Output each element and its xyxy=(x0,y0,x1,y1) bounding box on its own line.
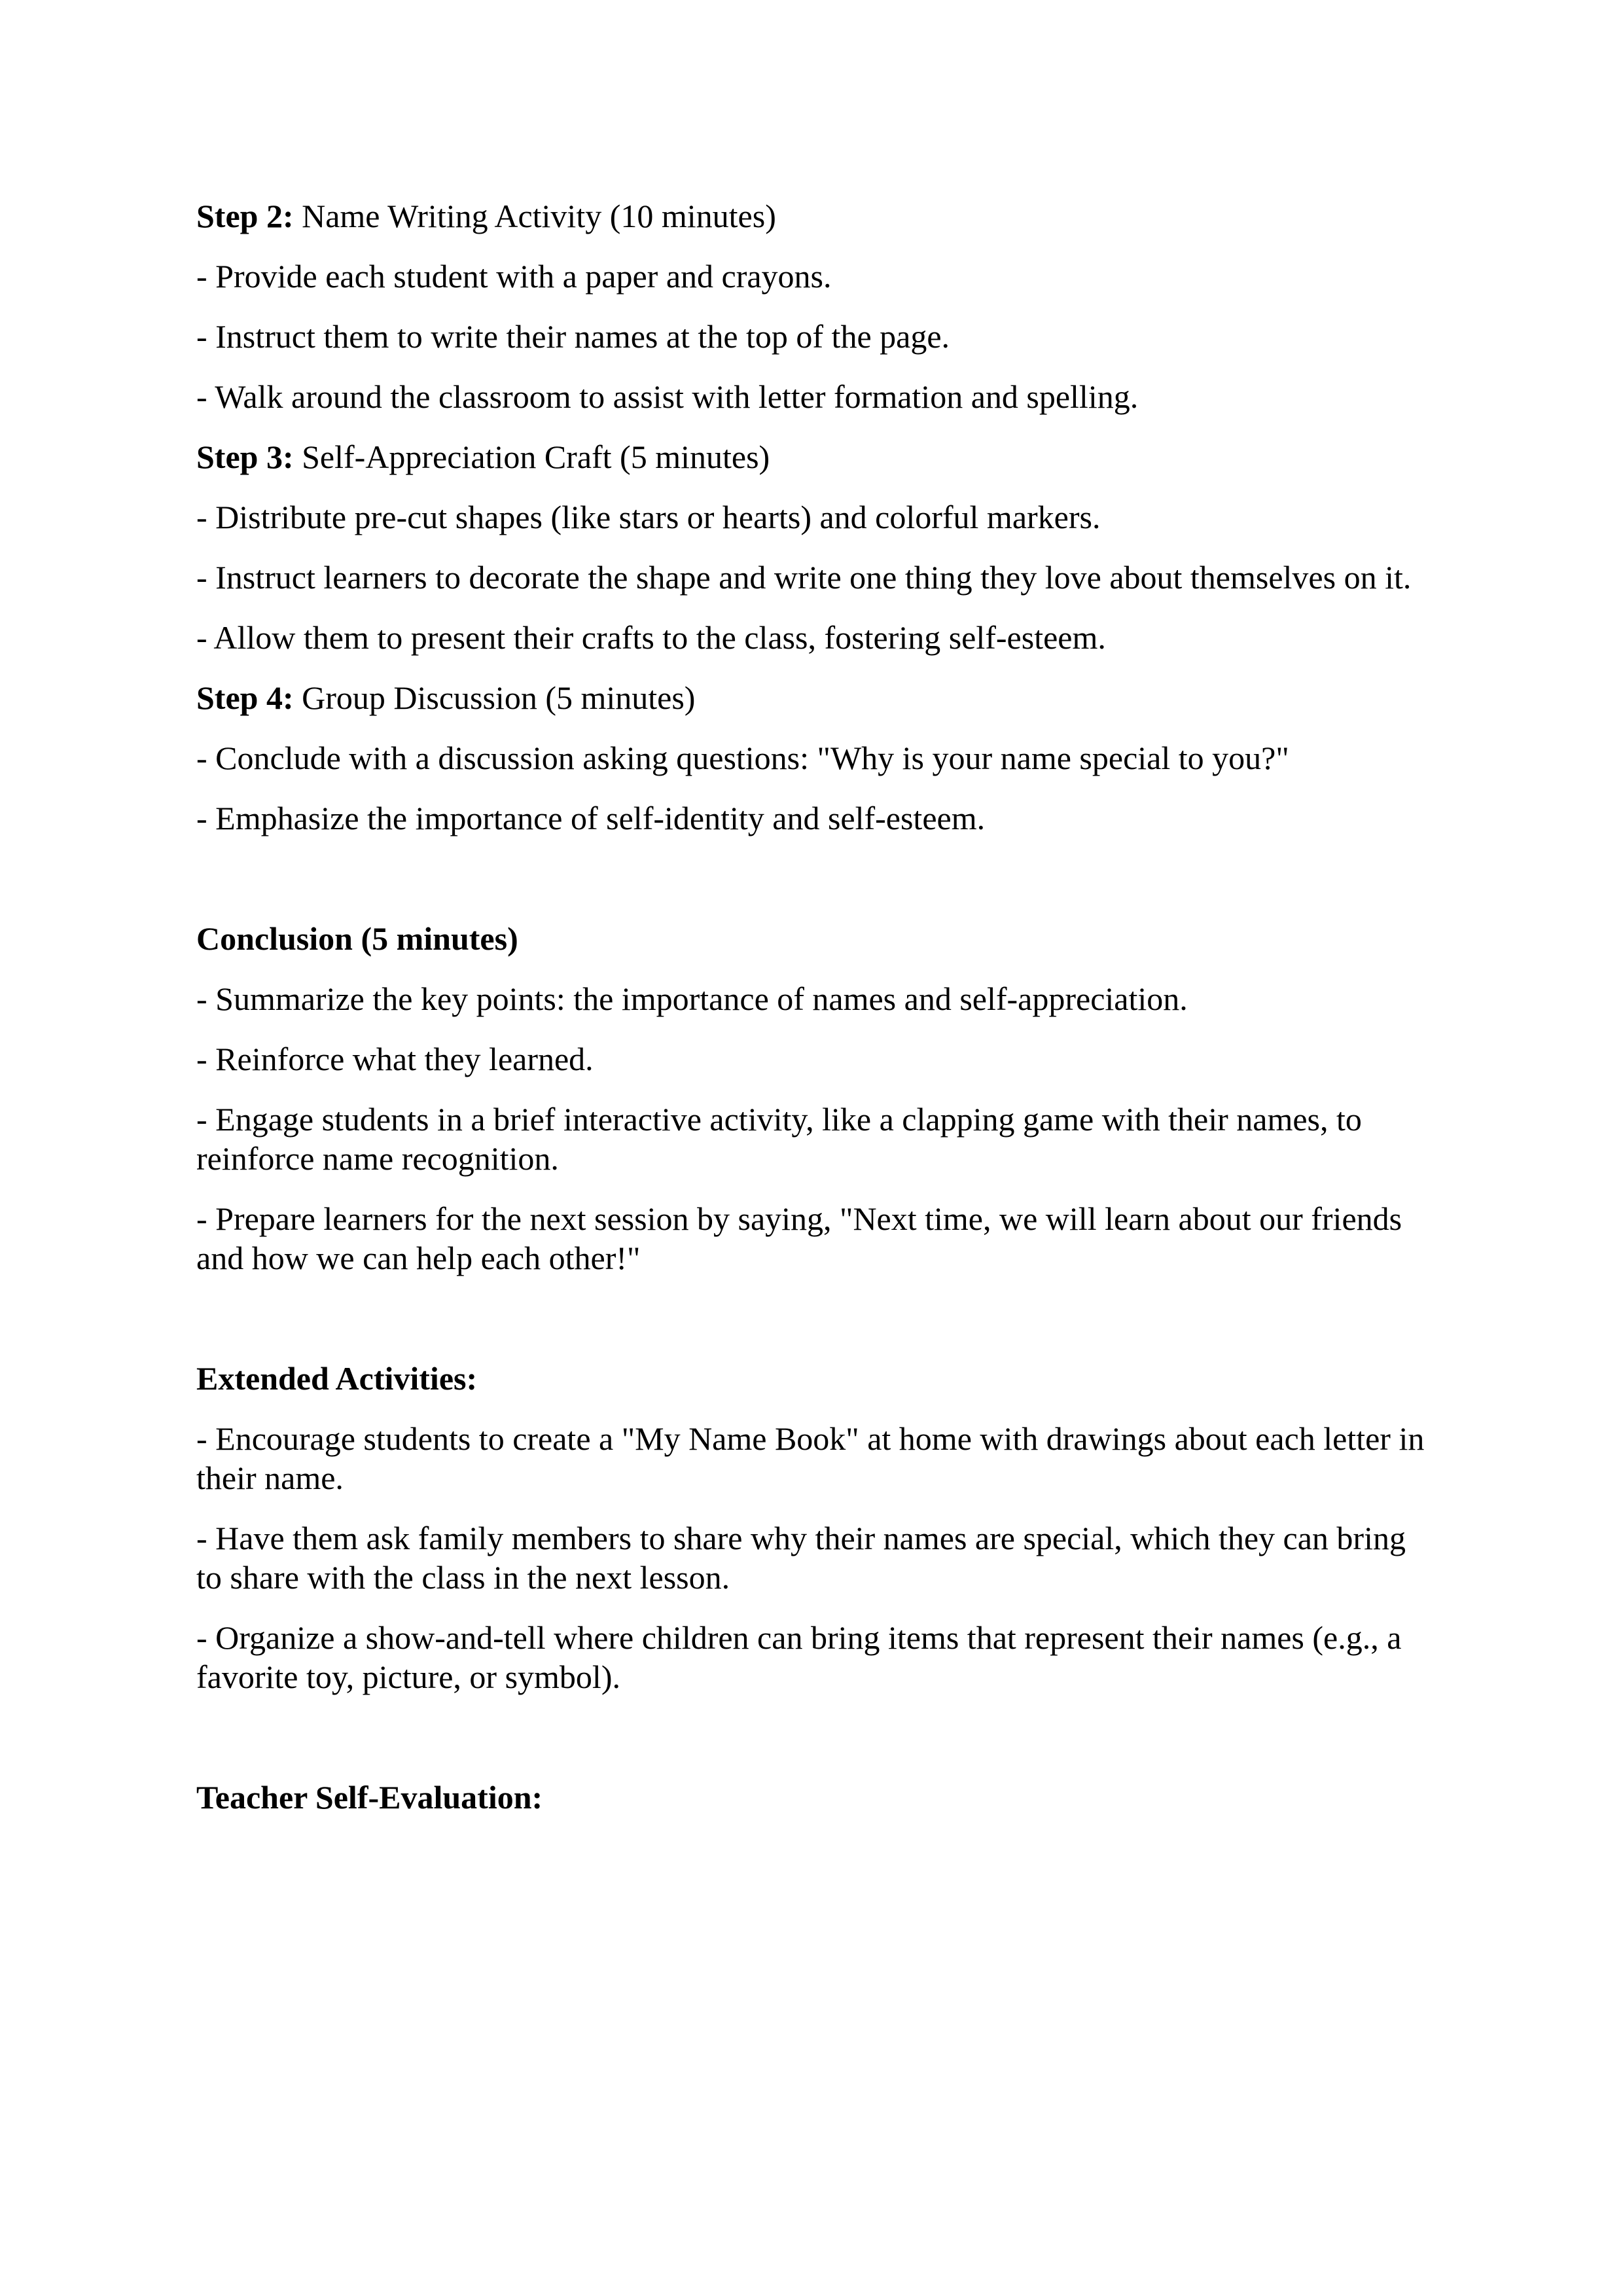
bullet-family-members xyxy=(196,1518,1427,1597)
bullet-summarize-key-points xyxy=(196,979,1427,1018)
bullet-text: - Provide each student with a paper and crayons. xyxy=(196,258,832,295)
step-3-title: Self-Appreciation Craft (5 minutes) xyxy=(293,439,770,475)
bullet-text: - Engage students in a brief interactive activity, like a clapping game with their names, to reinforce name recognition. xyxy=(196,1101,1362,1177)
bullet-provide-paper xyxy=(196,257,1427,296)
step-2-title: Name Writing Activity (10 minutes) xyxy=(293,198,776,234)
bullet-present-crafts xyxy=(196,618,1427,657)
bullet-text: - Walk around the classroom to assist with letter formation and spelling. xyxy=(196,378,1139,415)
bullet-text: - Emphasize the importance of self-identity and self-esteem. xyxy=(196,800,986,836)
step-4-heading xyxy=(196,678,1427,717)
bullet-my-name-book xyxy=(196,1419,1427,1498)
bullet-walk-around xyxy=(196,377,1427,416)
extended-activities-label: Extended Activities: xyxy=(196,1360,478,1397)
step-2-heading xyxy=(196,196,1427,236)
teacher-self-evaluation-heading xyxy=(196,1778,1427,1817)
step-3-label: Step 3: xyxy=(196,439,294,475)
bullet-text: - Summarize the key points: the importance of names and self-appreciation. xyxy=(196,980,1188,1017)
bullet-text: - Conclude with a discussion asking questions: "Why is your name special to you?" xyxy=(196,740,1289,776)
step-3-heading xyxy=(196,437,1427,476)
conclusion-label: Conclusion (5 minutes) xyxy=(196,920,518,957)
bullet-engage-students xyxy=(196,1100,1427,1178)
bullet-text: - Instruct learners to decorate the shape and write one thing they love about themselves on it. xyxy=(196,559,1412,596)
bullet-text: - Reinforce what they learned. xyxy=(196,1041,594,1077)
bullet-emphasize-importance xyxy=(196,798,1427,838)
bullet-distribute-shapes xyxy=(196,497,1427,537)
bullet-prepare-learners xyxy=(196,1199,1427,1278)
step-4-title: Group Discussion (5 minutes) xyxy=(293,679,696,716)
conclusion-heading xyxy=(196,919,1427,958)
step-4-label: Step 4: xyxy=(196,679,294,716)
step-2-label: Step 2: xyxy=(196,198,294,234)
teacher-self-evaluation-label: Teacher Self-Evaluation: xyxy=(196,1779,543,1816)
bullet-reinforce-learned xyxy=(196,1039,1427,1079)
bullet-text: - Allow them to present their crafts to the class, fostering self-esteem. xyxy=(196,619,1106,656)
bullet-show-and-tell xyxy=(196,1618,1427,1696)
bullet-text: - Have them ask family members to share why their names are special, which they can bring to share with the class in the next lesson. xyxy=(196,1520,1406,1596)
extended-activities-heading xyxy=(196,1359,1427,1398)
bullet-decorate-shape xyxy=(196,558,1427,597)
bullet-instruct-write-names xyxy=(196,317,1427,356)
bullet-text: - Prepare learners for the next session by saying, "Next time, we will learn about our friends and how we can help each other!" xyxy=(196,1200,1402,1276)
bullet-text: - Encourage students to create a "My Name Book" at home with drawings about each letter in their name. xyxy=(196,1420,1425,1496)
bullet-conclude-discussion xyxy=(196,738,1427,778)
bullet-text: - Instruct them to write their names at the top of the page. xyxy=(196,318,950,355)
bullet-text: - Distribute pre-cut shapes (like stars or hearts) and colorful markers. xyxy=(196,499,1101,535)
bullet-text: - Organize a show-and-tell where children can bring items that represent their names (e.g., a favorite toy, picture, or symbol). xyxy=(196,1619,1402,1695)
